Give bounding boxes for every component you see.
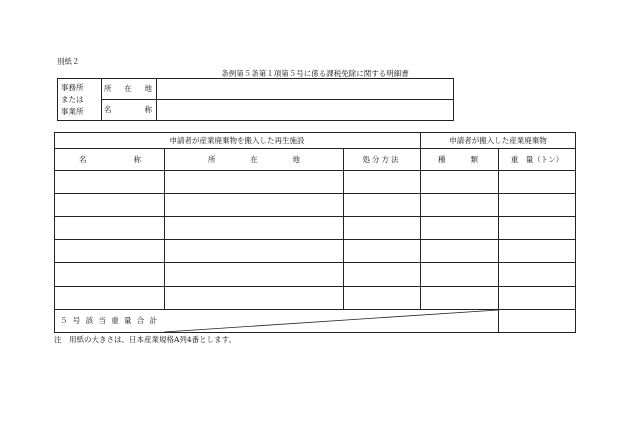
cell-type[interactable] bbox=[421, 171, 497, 193]
group-header-industrial-waste: 申請者が搬入した産業廃棄物 bbox=[449, 136, 547, 145]
office-location-label: 所 在 地 bbox=[104, 84, 152, 93]
col-header-method: 処分方法 bbox=[362, 155, 401, 164]
cell-name[interactable] bbox=[55, 171, 163, 193]
cell-weight[interactable] bbox=[499, 287, 574, 309]
document-title: 条例第５条第１項第５号に係る課税免除に関する明細書 bbox=[221, 69, 409, 78]
cell-weight[interactable] bbox=[499, 240, 574, 262]
cell-type[interactable] bbox=[421, 263, 497, 286]
col-header-location: 所 在 地 bbox=[208, 155, 300, 164]
cell-weight[interactable] bbox=[499, 217, 574, 239]
cell-method[interactable] bbox=[344, 287, 419, 309]
col-header-name: 名 称 bbox=[79, 155, 141, 164]
cell-name[interactable] bbox=[55, 263, 163, 286]
office-header-line1: 事務所 bbox=[61, 83, 84, 92]
cell-method[interactable] bbox=[344, 263, 419, 286]
cell-location[interactable] bbox=[165, 217, 342, 239]
cell-method[interactable] bbox=[344, 171, 419, 193]
cell-location[interactable] bbox=[165, 263, 342, 286]
cell-name[interactable] bbox=[55, 194, 163, 216]
cell-method[interactable] bbox=[344, 240, 419, 262]
cell-location[interactable] bbox=[165, 287, 342, 309]
col-header-weight: 重 量（トン） bbox=[510, 155, 564, 164]
col-header-type: 種 類 bbox=[438, 155, 478, 164]
office-header-line3: 事業所 bbox=[61, 107, 84, 116]
office-location-field[interactable] bbox=[160, 85, 450, 97]
cell-type[interactable] bbox=[421, 240, 497, 262]
cell-method[interactable] bbox=[344, 194, 419, 216]
cell-weight[interactable] bbox=[499, 263, 574, 286]
appendix-label: 別紙２ bbox=[57, 57, 80, 66]
cell-method[interactable] bbox=[344, 217, 419, 239]
cell-location[interactable] bbox=[165, 194, 342, 216]
cell-type[interactable] bbox=[421, 217, 497, 239]
office-name-label: 名 称 bbox=[104, 105, 152, 114]
cell-weight[interactable] bbox=[499, 194, 574, 216]
cell-name[interactable] bbox=[55, 217, 163, 239]
group-header-recycle-facility: 申請者が産業廃棄物を搬入した再生施設 bbox=[169, 136, 305, 145]
cell-location[interactable] bbox=[165, 240, 342, 262]
footnote: 注 用紙の大きさは、日本産業規格A列4番とします。 bbox=[54, 335, 237, 344]
cell-name[interactable] bbox=[55, 240, 163, 262]
office-header-line2: または bbox=[61, 95, 84, 104]
total-weight-label: ５号該当重量合計 bbox=[60, 316, 163, 325]
office-name-field[interactable] bbox=[160, 106, 450, 118]
cell-location[interactable] bbox=[165, 171, 342, 193]
cell-name[interactable] bbox=[55, 287, 163, 309]
cell-weight[interactable] bbox=[499, 171, 574, 193]
total-row-diagonal bbox=[164, 309, 499, 333]
total-weight-field[interactable] bbox=[500, 315, 573, 329]
cell-type[interactable] bbox=[421, 194, 497, 216]
cell-type[interactable] bbox=[421, 287, 497, 309]
